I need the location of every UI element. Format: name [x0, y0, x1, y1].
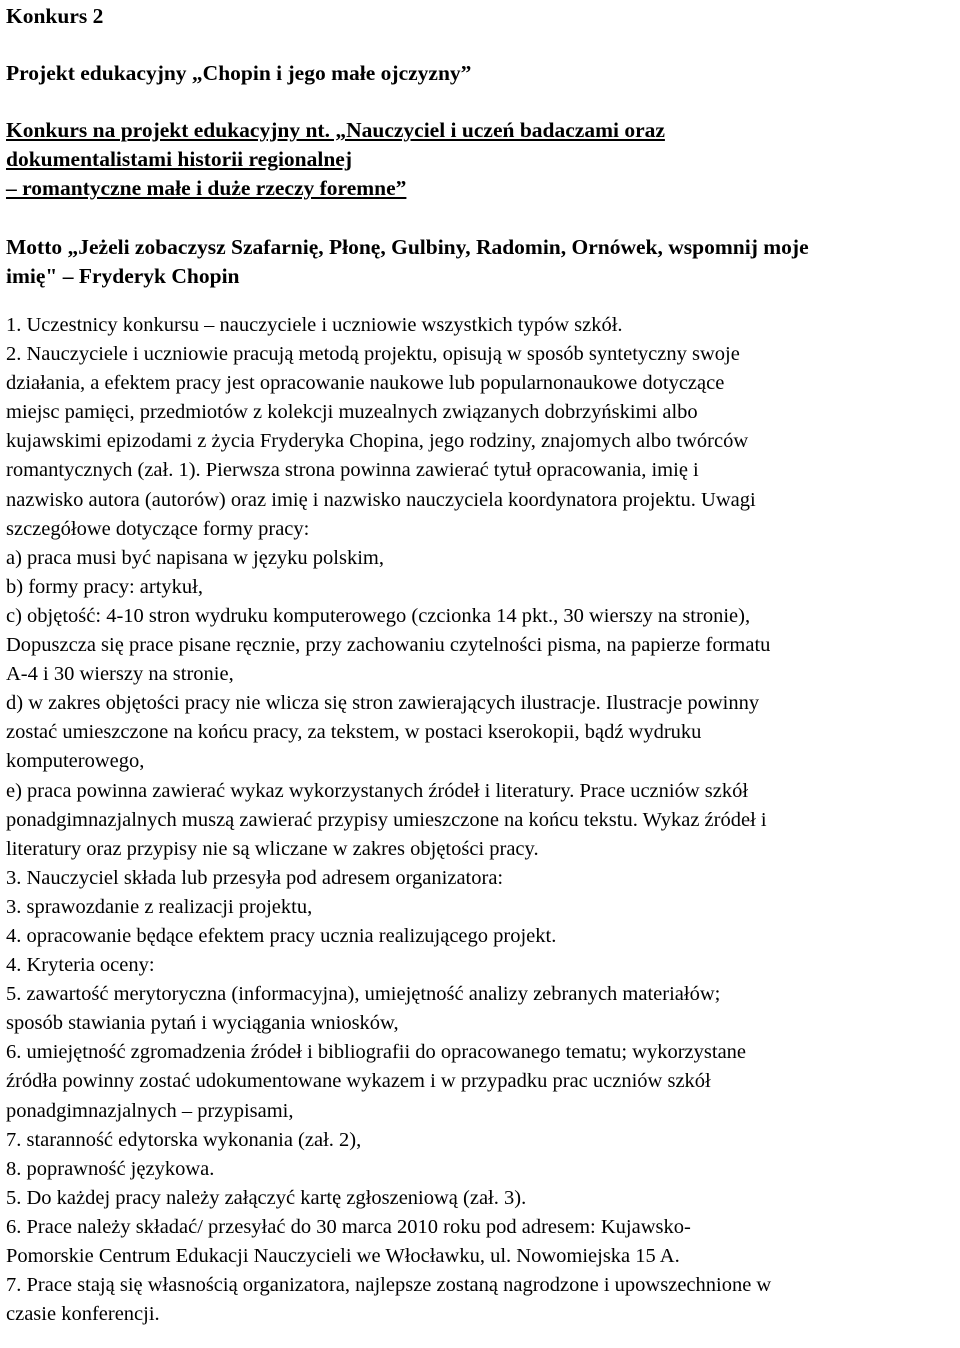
body-line: 2. Nauczyciele i uczniowie pracują metodą projektu, opisują w sposób syntetyczny swoje [6, 343, 740, 366]
body-line: 4. Kryteria oceny: [6, 954, 155, 977]
body-line: czasie konferencji. [6, 1303, 160, 1326]
body-line: sposób stawiania pytań i wyciągania wniosków, [6, 1012, 399, 1035]
body-line: szczegółowe dotyczące formy pracy: [6, 517, 310, 540]
body-line: miejsc pamięci, przedmiotów z kolekcji muzealnych związanych dobrzyńskimi albo [6, 401, 698, 424]
body-line: 3. Nauczyciel składa lub przesyła pod adresem organizatora: [6, 866, 504, 889]
contest-heading [6, 116, 956, 203]
body-line: e) praca powinna zawierać wykaz wykorzystanych źródeł i literatury. Prace uczniów szkół [6, 779, 749, 802]
body-line: Pomorskie Centrum Edukacji Nauczycieli we Włocławku, ul. Nowomiejska 15 A. [6, 1245, 680, 1267]
body-line: A-4 i 30 wierszy na stronie, [6, 663, 234, 686]
body-line: 4. opracowanie będące efektem pracy ucznia realizującego projekt. [6, 924, 557, 947]
body-line: 6. Prace należy składać/ przesyłać do 30 marca 2010 roku pod adresem: Kujawsko- [6, 1215, 691, 1238]
body-line: 6. umiejętność zgromadzenia źródeł i bibliografii do opracowanego tematu; wykorzystane [6, 1041, 747, 1064]
body-line: d) w zakres objętości pracy nie wlicza się stron zawierających ilustracje. Ilustracje powinny [6, 692, 760, 715]
body-line: 3. sprawozdanie z realizacji projektu, [6, 895, 313, 918]
body-line: romantycznych (zał. 1). Pierwsza strona powinna zawierać tytuł opracowania, imię i [6, 459, 699, 482]
rules-body [6, 311, 956, 1329]
body-line: a) praca musi być napisana w języku polskim, [6, 546, 384, 569]
body-line: c) objętość: 4-10 stron wydruku komputerowego (czcionka 14 pkt., 30 wierszy na stronie), [6, 604, 751, 627]
body-line: ponadgimnazjalnych muszą zawierać przypisy umieszczone na końcu tekstu. Wykaz źródeł i [6, 808, 767, 831]
body-line: 1. Uczestnicy konkursu – nauczyciele i uczniowie wszystkich typów szkół. [6, 314, 623, 336]
document-title: Konkurs 2 [6, 4, 104, 28]
body-line: literatury oraz przypisy nie są wliczane w zakres objętości pracy. [6, 837, 539, 860]
body-line: źródła powinny zostać udokumentowane wykazem i w przypadku prac uczniów szkół [6, 1070, 711, 1093]
contest-heading-line: – romantyczne małe i duże rzeczy foremne” [6, 176, 407, 200]
project-title: Projekt edukacyjny „Chopin i jego małe ojczyzny” [6, 61, 472, 85]
body-line: 7. staranność edytorska wykonania (zał. 2), [6, 1128, 362, 1151]
document-page [6, 0, 956, 1329]
body-line: 5. zawartość merytoryczna (informacyjna), umiejętność analizy zebranych materiałów; [6, 983, 721, 1006]
body-line: 5. Do każdej pracy należy załączyć kartę zgłoszeniową (zał. 3). [6, 1186, 527, 1209]
contest-heading-line: dokumentalistami historii regionalnej [6, 147, 353, 171]
body-line: nazwisko autora (autorów) oraz imię i nazwisko nauczyciela koordynatora projektu. Uwagi [6, 488, 756, 511]
body-line: kujawskimi epizodami z życia Fryderyka Chopina, jego rodziny, znajomych albo twórców [6, 430, 749, 453]
motto-line: imię" – Fryderyk Chopin [6, 264, 240, 288]
body-line: komputerowego, [6, 750, 145, 773]
body-line: 7. Prace stają się własnością organizatora, najlepsze zostaną nagrodzone i upowszechnione w [6, 1274, 772, 1297]
body-line: ponadgimnazjalnych – przypisami, [6, 1099, 294, 1122]
body-line: 8. poprawność językowa. [6, 1157, 215, 1180]
body-line: Dopuszcza się prace pisane ręcznie, przy zachowaniu czytelności pisma, na papierze formatu [6, 634, 771, 657]
body-line: działania, a efektem pracy jest opracowanie naukowe lub popularnonaukowe dotyczące [6, 372, 725, 395]
contest-heading-line: Konkurs na projekt edukacyjny nt. „Nauczyciel i uczeń badaczami oraz [6, 118, 665, 142]
body-line: b) formy pracy: artykuł, [6, 575, 203, 598]
motto-line: Motto „Jeżeli zobaczysz Szafarnię, Płonę, Gulbiny, Radomin, Ornówek, wspomnij moje [6, 235, 809, 259]
motto [6, 233, 956, 291]
body-line: zostać umieszczone na końcu pracy, za tekstem, w postaci kserokopii, bądź wydruku [6, 721, 702, 744]
